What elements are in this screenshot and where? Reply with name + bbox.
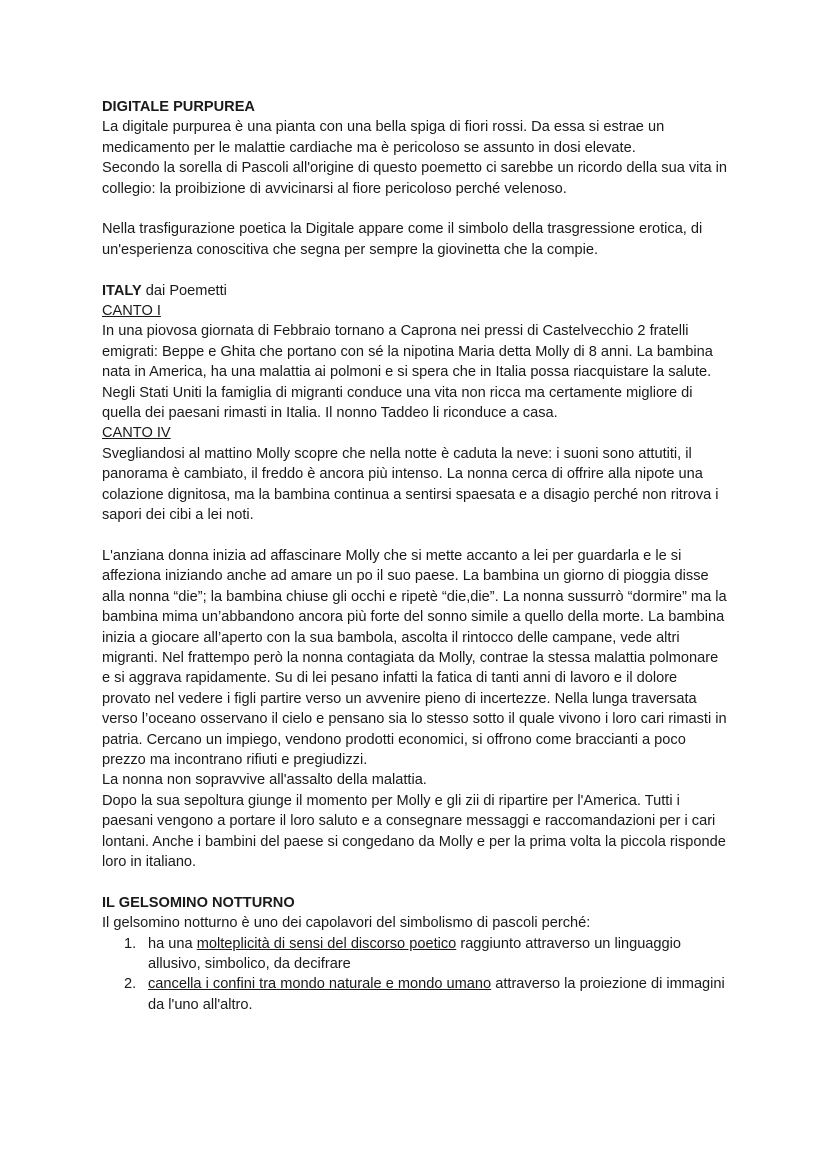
list-item	[102, 934, 728, 975]
title-bold: ITALY	[102, 282, 142, 299]
section-title-gelsomino: IL GELSOMINO NOTTURNO	[102, 894, 295, 911]
list-text: attraverso la proiezione di immagini da l'uno all'altro.	[148, 976, 725, 1013]
document-page	[102, 97, 728, 1015]
paragraph: La nonna non sopravvive all'assalto della malattia.	[102, 772, 427, 789]
underlined-text: molteplicità di sensi del discorso poetico	[196, 935, 457, 952]
paragraph: Dopo la sua sepoltura giunge il momento per Molly e gli zii di ripartire per l'America. Tutti i paesani vengono a portare il loro saluto e a consegnare messaggi e raccomandazioni per i cari lontani. Anche i bambini del paese si congedano da Molly e per la prima volta la piccola risponde loro in italiano.	[102, 792, 726, 870]
underlined-text: cancella i confini tra mondo naturale e mondo umano	[148, 976, 492, 993]
list-text: raggiunto attraverso un linguaggio allusivo, simbolico, da decifrare	[148, 935, 682, 972]
list-number: 2.	[124, 976, 137, 993]
paragraph: Il gelsomino notturno è uno dei capolavori del simbolismo di pascoli perché:	[102, 915, 591, 932]
paragraph: Nella trasfigurazione poetica la Digitale appare come il simbolo della trasgressione erotica, di un'esperienza conoscitiva che segna per sempre la giovinetta che la compie.	[102, 221, 703, 258]
canto-heading-1: CANTO I	[102, 303, 161, 320]
title-rest: dai Poemetti	[141, 282, 227, 299]
list-item	[102, 974, 728, 1015]
list-number: 1.	[124, 935, 137, 952]
list-text: ha una	[148, 935, 197, 952]
canto-heading-4: CANTO IV	[102, 425, 171, 442]
numbered-list	[102, 934, 728, 1016]
section-title-digitale: DIGITALE PURPUREA	[102, 99, 255, 115]
paragraph: Svegliandosi al mattino Molly scopre che nella notte è caduta la neve: i suoni sono attutiti, il panorama è cambiato, il freddo è ancora più intenso. La nonna cerca di offrire alla nipote una colazione dignitosa, ma la bambina continua a sentirsi spaesata e a disagio perché non ritrova i sapori dei cibi a lei noti.	[102, 445, 719, 524]
paragraph: La digitale purpurea è una pianta con una bella spiga di fiori rossi. Da essa si estrae un medicamento per le malattie cardiache ma è pericoloso se assunto in dosi elevate.	[102, 119, 665, 156]
section-title-italy	[102, 281, 728, 301]
paragraph: In una piovosa giornata di Febbraio tornano a Caprona nei pressi di Castelvecchio 2 fratelli emigrati: Beppe e Ghita che portano con sé la nipotina Maria detta Molly di 8 anni. La bambina nata in America, ha una malattia ai polmoni e si spera che in Italia possa riacquistare la salute. Negli Stati Uniti la famiglia di migranti conduce una vita non ricca ma certamente migliore di quella dei paesani rimasti in Italia. Il nonno Taddeo li riconduce a casa.	[102, 323, 713, 422]
paragraph: Secondo la sorella di Pascoli all'origine di questo poemetto ci sarebbe un ricordo della sua vita in collegio: la proibizione di avvicinarsi al fiore pericoloso perché velenoso.	[102, 160, 728, 197]
paragraph: L'anziana donna inizia ad affascinare Molly che si mette accanto a lei per guardarla e le si affeziona iniziando anche ad amare un po il suo paese. La bambina un giorno di pioggia disse alla nonna “die”; la bambina chiuse gli occhi e ripetè “die,die”. La nonna sussurrò “dormire” ma la bambina mima un’abbandono ancora più forte del sonno simile a quello della morte. La bambina inizia a giocare all’aperto con la sua bambola, ascolta il rintocco delle campane, vede altri migranti. Nel frattempo però la nonna contagiata da Molly, contrae la stessa malattia polmonare e si aggrava rapidamente. Su di lei pesano infatti la fatica di tanti anni di lavoro e il dolore provato nel vedere i figli partire verso un avvenire pieno di incertezze. Nella lunga traversata verso l’oceano osservano il cielo e pensano sia lo stesso sotto il quale vivono i loro cari rimasti in patria. Cercano un impiego, vendono prodotti economici, si offrono come braccianti a poco prezzo ma incontrano rifiuti e pregiudizzi.	[102, 547, 727, 768]
